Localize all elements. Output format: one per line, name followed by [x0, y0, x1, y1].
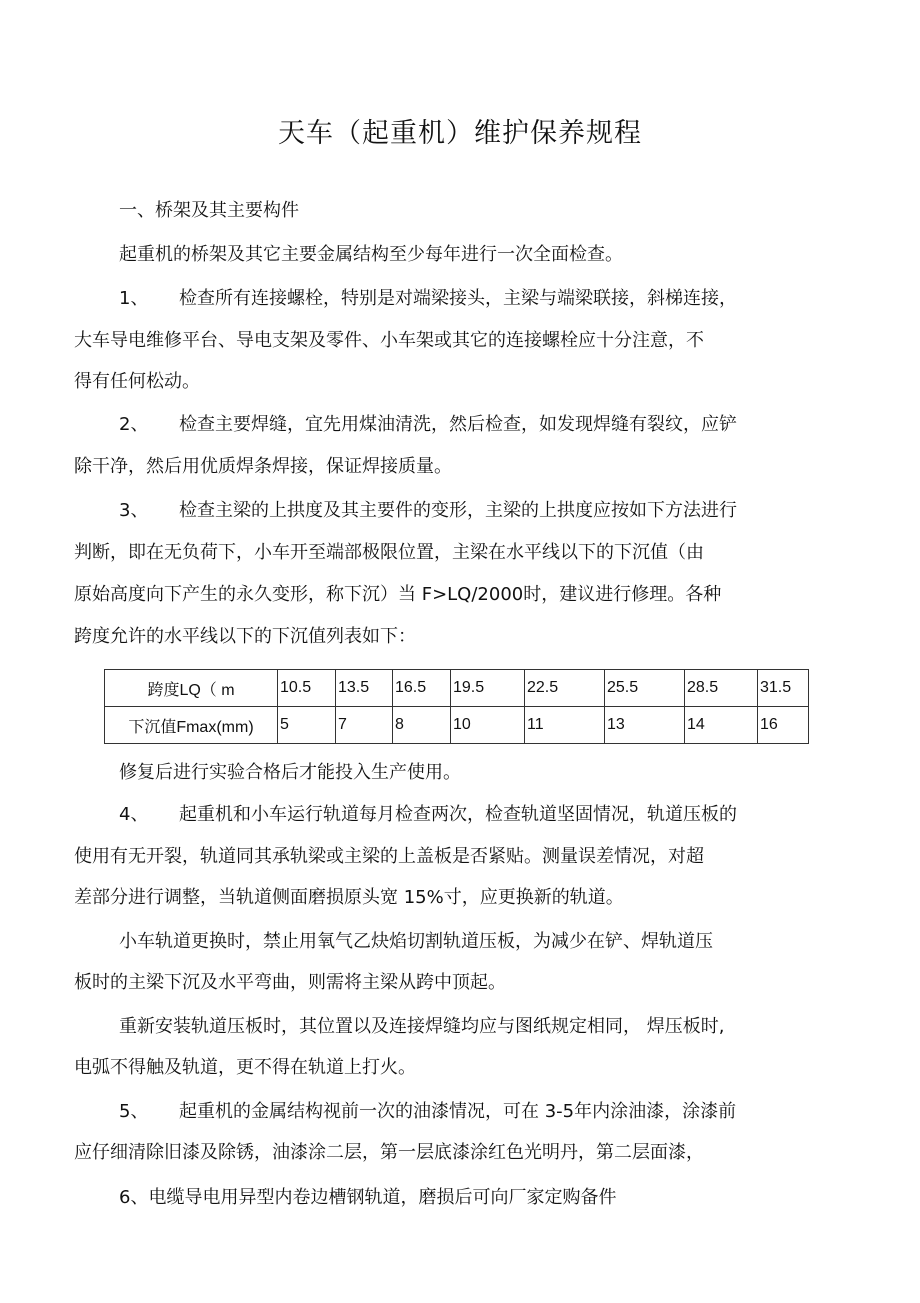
trolley-rail-paragraph-line: 板时的主梁下沉及水平弯曲，则需将主梁从跨中顶起。	[74, 972, 506, 993]
table-row-header: 跨度LQ（ m	[105, 670, 278, 707]
table-row-sag	[105, 707, 809, 744]
item-3-line: 跨度允许的水平线以下的下沉值列表如下：	[74, 626, 416, 647]
sag-value-table	[104, 669, 809, 744]
item-text: 检查主梁的上拱度及其主要件的变形，主梁的上拱度应按如下方法进行	[179, 500, 737, 521]
table-cell: 25.5	[605, 670, 685, 707]
reinstall-paragraph-line: 电弧不得触及轨道，更不得在轨道上打火。	[74, 1057, 416, 1078]
section-heading: 一、桥架及其主要构件	[119, 200, 299, 221]
table-row-span	[105, 670, 809, 707]
table-cell: 10.5	[278, 670, 336, 707]
item-2-line: 除干净，然后用优质焊条焊接，保证焊接质量。	[74, 456, 452, 477]
item-4-first-line	[119, 803, 737, 827]
table-cell: 16	[758, 707, 809, 744]
table-cell: 22.5	[525, 670, 605, 707]
item-1-first-line	[119, 287, 737, 311]
table-cell: 28.5	[685, 670, 758, 707]
table-cell: 14	[685, 707, 758, 744]
item-5-line: 应仔细清除旧漆及除锈，油漆涂二层，第一层底漆涂红色光明丹，第二层面漆，	[74, 1142, 704, 1163]
item-1-line: 大车导电维修平台、导电支架及零件、小车架或其它的连接螺栓应十分注意，不	[74, 330, 704, 351]
reinstall-paragraph: 重新安装轨道压板时，其位置以及连接焊缝均应与图纸规定相同， 焊压板时,	[119, 1016, 725, 1037]
item-2-first-line	[119, 413, 737, 437]
item-5-first-line	[119, 1100, 736, 1124]
table-cell: 16.5	[393, 670, 451, 707]
item-text: 检查所有连接螺栓，特别是对端梁接头，主梁与端梁联接，斜梯连接，	[179, 288, 737, 309]
table-cell: 19.5	[451, 670, 525, 707]
page-title: 天车（起重机）维护保养规程	[278, 118, 642, 149]
table-cell: 13	[605, 707, 685, 744]
item-6: 6、电缆导电用异型内卷边槽钢轨道，磨损后可向厂家定购备件	[119, 1187, 617, 1208]
table-row-header: 下沉值Fmax(mm)	[105, 707, 278, 744]
table-cell: 8	[393, 707, 451, 744]
item-3-first-line	[119, 499, 737, 523]
item-number: 1、	[119, 288, 149, 309]
item-1-line: 得有任何松动。	[74, 371, 200, 392]
table-cell: 5	[278, 707, 336, 744]
item-3-line: 原始高度向下产生的永久变形，称下沉）当 F>LQ/2000时，建议进行修理。各种	[74, 584, 722, 605]
item-number: 4、	[119, 804, 149, 825]
table-cell: 13.5	[336, 670, 393, 707]
item-4-line: 差部分进行调整，当轨道侧面磨损原头宽 15%寸，应更换新的轨道。	[74, 887, 624, 908]
item-number: 3、	[119, 500, 149, 521]
trolley-rail-paragraph: 小车轨道更换时，禁止用氧气乙炔焰切割轨道压板，为减少在铲、焊轨道压	[119, 931, 713, 952]
item-4-line: 使用有无开裂，轨道同其承轨梁或主梁的上盖板是否紧贴。测量误差情况，对超	[74, 846, 704, 867]
after-table-paragraph: 修复后进行实验合格后才能投入生产使用。	[119, 762, 461, 783]
item-text: 起重机的金属结构视前一次的油漆情况，可在 3-5年内涂油漆，涂漆前	[179, 1101, 737, 1122]
table-cell: 11	[525, 707, 605, 744]
item-text: 检查主要焊缝，宜先用煤油清洗，然后检查，如发现焊缝有裂纹，应铲	[179, 414, 737, 435]
item-3-line: 判断，即在无负荷下，小车开至端部极限位置，主梁在水平线以下的下沉值（由	[74, 542, 704, 563]
item-number: 5、	[119, 1101, 149, 1122]
item-text: 起重机和小车运行轨道每月检查两次，检查轨道坚固情况，轨道压板的	[179, 804, 737, 825]
item-number: 2、	[119, 414, 149, 435]
table-cell: 10	[451, 707, 525, 744]
intro-paragraph: 起重机的桥架及其它主要金属结构至少每年进行一次全面检查。	[119, 244, 623, 265]
table-cell: 7	[336, 707, 393, 744]
table-cell: 31.5	[758, 670, 809, 707]
